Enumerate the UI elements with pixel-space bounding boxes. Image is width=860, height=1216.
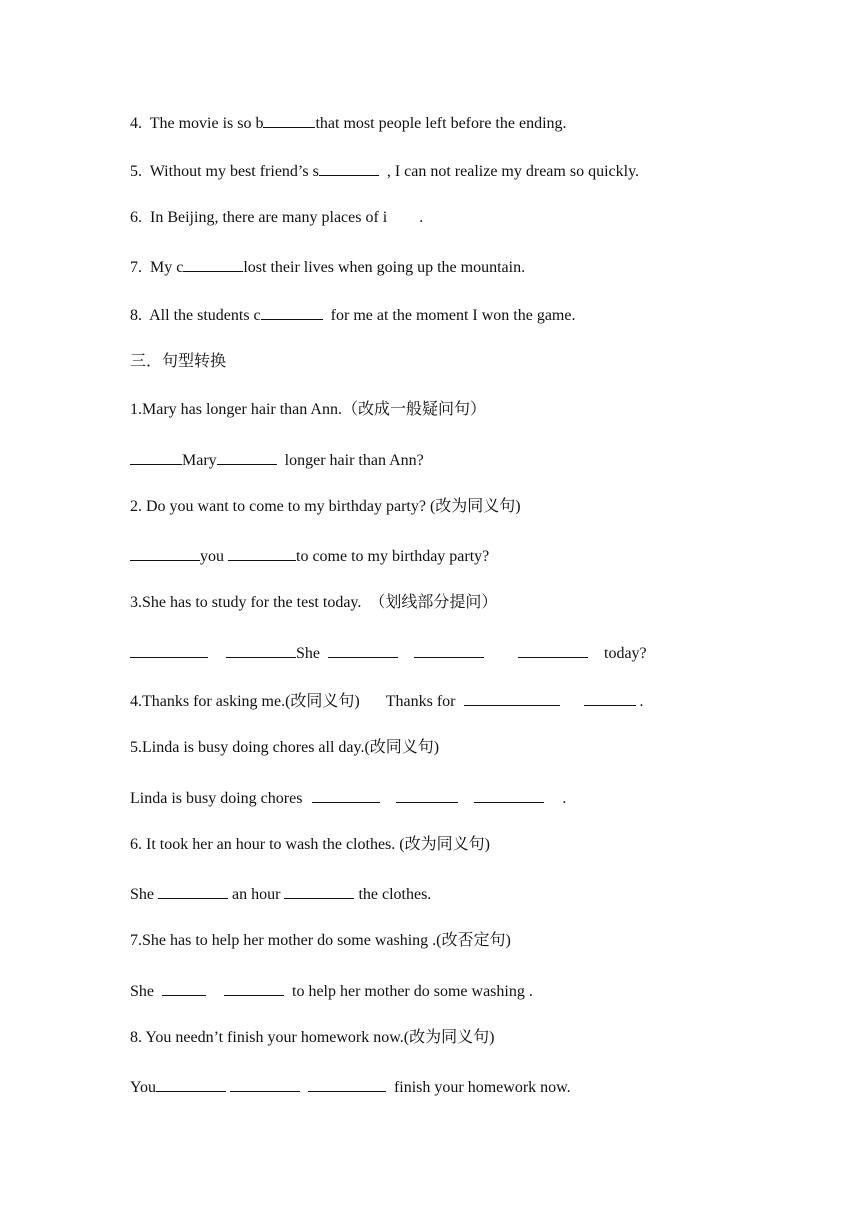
answer-blank[interactable] [584,690,636,706]
answer-blank[interactable] [263,112,315,128]
question-text: for me at the moment I won the game. [322,307,576,324]
question-text: 4. The movie is so b [130,115,264,132]
answer-text: today? [604,645,647,662]
question-7 [130,256,525,278]
question-text: lost their lives when going up the mountain. [243,259,526,276]
transform-prompt-3: 3.She has to study for the test today. （划线部分提问） [130,594,498,611]
question-8 [130,304,575,326]
question-text: 8. All the students c [130,307,261,324]
section-heading: 三．句型转换 [130,353,227,370]
answer-blank[interactable] [474,787,544,803]
answer-text: . [639,693,644,710]
answer-text: Mary [182,452,217,469]
transform-answer-7 [130,980,533,1002]
answer-blank[interactable] [130,449,182,465]
transform-item-4 [130,690,644,712]
answer-text: Linda is busy doing chores [130,790,303,807]
question-text: 7. My c [130,259,184,276]
answer-blank[interactable] [396,787,458,803]
answer-blank[interactable] [130,545,200,561]
answer-text: longer hair than Ann? [276,452,424,469]
answer-blank[interactable] [230,1076,300,1092]
transform-prompt-8: 8. You needn’t finish your homework now.(改为同义句) [130,1029,495,1046]
answer-blank[interactable] [162,980,206,996]
question-text: 5. Without my best friend’s s [130,163,319,180]
answer-blank[interactable] [312,787,380,803]
answer-text: you [200,548,228,565]
answer-blank[interactable] [284,883,354,899]
answer-text: She [296,645,320,662]
answer-text: to help her mother do some washing . [292,983,533,1000]
answer-blank[interactable] [261,304,323,320]
answer-blank[interactable] [328,642,398,658]
answer-text: She [130,886,158,903]
transform-prompt-6: 6. It took her an hour to wash the clothes. (改为同义句) [130,836,490,853]
answer-blank[interactable] [217,449,277,465]
answer-blank[interactable] [518,642,588,658]
answer-blank[interactable] [464,690,560,706]
question-text: that most people left before the ending. [315,115,567,132]
answer-blank[interactable] [130,642,208,658]
transform-answer-6 [130,883,431,905]
question-text: , I can not realize my dream so quickly. [378,163,640,180]
answer-text: finish your homework now. [393,1079,571,1096]
answer-text: You [130,1079,156,1096]
transform-prompt-7: 7.She has to help her mother do some washing .(改否定句) [130,932,511,949]
answer-text: She [130,983,154,1000]
transform-prompt-4: 4.Thanks for asking me.(改同义句) [130,693,360,710]
answer-text: Thanks for [385,693,456,710]
answer-text: to come to my birthday party? [296,548,490,565]
transform-prompt-1: 1.Mary has longer hair than Ann.（改成一般疑问句） [130,401,486,418]
answer-blank[interactable] [308,1076,386,1092]
question-text: 6. In Beijing, there are many places of i . [130,209,424,226]
transform-answer-2 [130,545,489,567]
question-4 [130,112,567,134]
transform-answer-5 [130,787,566,809]
transform-answer-8 [130,1076,571,1098]
answer-blank[interactable] [156,1076,226,1092]
answer-blank[interactable] [183,256,243,272]
answer-blank[interactable] [226,642,296,658]
answer-blank[interactable] [224,980,284,996]
answer-blank[interactable] [319,160,379,176]
answer-blank[interactable] [414,642,484,658]
answer-blank[interactable] [228,545,296,561]
question-6 [130,208,423,228]
transform-answer-3 [130,642,647,664]
transform-prompt-2: 2. Do you want to come to my birthday party? (改为同义句) [130,498,521,515]
answer-blank[interactable] [158,883,228,899]
answer-text: the clothes. [354,886,432,903]
question-5 [130,160,639,182]
transform-prompt-5: 5.Linda is busy doing chores all day.(改同义句) [130,739,440,756]
answer-text: an hour [228,886,285,903]
answer-text: . [562,790,567,807]
transform-answer-1 [130,449,424,471]
